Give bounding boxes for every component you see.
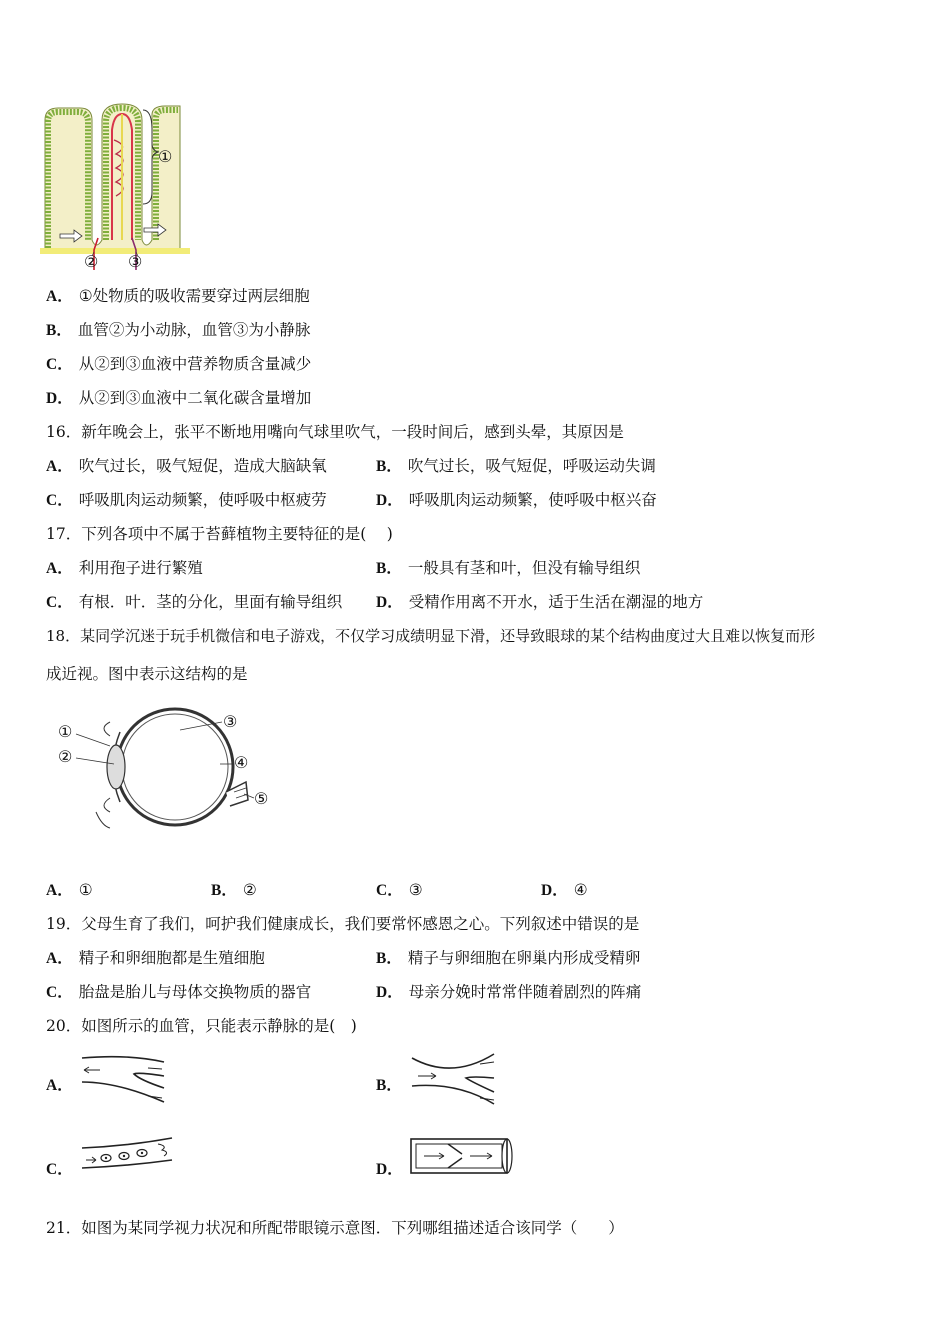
q15-option-a[interactable]: A． ①处物质的吸收需要穿过两层细胞 — [46, 287, 310, 305]
eye-label-5: ⑤ — [254, 789, 269, 808]
vessel-d-figure — [408, 1134, 514, 1178]
q19-option-a[interactable]: A． 精子和卵细胞都是生殖细胞 — [46, 949, 265, 967]
q15-option-c[interactable]: C． 从②到③血液中营养物质含量减少 — [46, 355, 312, 373]
vessel-c-figure — [78, 1134, 178, 1178]
q19-stem: 19．父母生育了我们，呵护我们健康成长，我们要常怀感恩之心。下列叙述中错误的是 — [46, 915, 640, 933]
q16-option-a[interactable]: A． 吹气过长，吸气短促，造成大脑缺氧 — [46, 457, 327, 475]
villus-label-1: ① — [158, 147, 173, 166]
q19-option-b[interactable]: B． 精子与卵细胞在卵巢内形成受精卵 — [376, 949, 641, 967]
q18-stem-line2: 成近视。图中表示这结构的是 — [46, 665, 248, 683]
villus-label-2: ② — [84, 252, 99, 271]
q17-stem: 17．下列各项中不属于苔藓植物主要特征的是( ) — [46, 525, 393, 543]
q17-option-c[interactable]: C． 有根．叶．茎的分化，里面有输导组织 — [46, 593, 343, 611]
q21-stem: 21．如图为某同学视力状况和所配带眼镜示意图．下列哪组描述适合该同学（ ） — [46, 1219, 624, 1237]
q16-option-b[interactable]: B． 吹气过长，吸气短促，呼吸运动失调 — [376, 457, 656, 475]
q16-option-d[interactable]: D． 呼吸肌肉运动频繁，使呼吸中枢兴奋 — [376, 491, 657, 509]
q20-option-b[interactable]: B． — [376, 1077, 402, 1094]
q15-option-d[interactable]: D． 从②到③血液中二氧化碳含量增加 — [46, 389, 312, 407]
q17-option-b[interactable]: B． 一般具有茎和叶，但没有输导组织 — [376, 559, 641, 577]
q15-option-b[interactable]: B． 血管②为小动脉，血管③为小静脉 — [46, 321, 311, 339]
q18-option-c[interactable]: C． ③ — [376, 881, 423, 899]
eye-label-2: ② — [58, 747, 73, 766]
q16-stem: 16．新年晚会上，张平不断地用嘴向气球里吹气，一段时间后，感到头晕，其原因是 — [46, 423, 624, 441]
villus-label-3: ③ — [128, 252, 143, 271]
q16-option-c[interactable]: C． 呼吸肌肉运动频繁，使呼吸中枢疲劳 — [46, 491, 327, 509]
eye-label-3: ③ — [223, 712, 238, 731]
q17-option-d[interactable]: D． 受精作用离不开水，适于生活在潮湿的地方 — [376, 593, 704, 611]
q20-option-a[interactable]: A． — [46, 1077, 73, 1094]
q20-option-c[interactable]: C． — [46, 1161, 73, 1178]
q19-option-c[interactable]: C． 胎盘是胎儿与母体交换物质的器官 — [46, 983, 312, 1001]
eye-label-1: ① — [58, 722, 73, 741]
villus-figure — [40, 100, 190, 272]
q19-option-d[interactable]: D． 母亲分娩时常常伴随着剧烈的阵痛 — [376, 983, 642, 1001]
eye-label-4: ④ — [234, 753, 249, 772]
q18-stem-line1: 18．某同学沉迷于玩手机微信和电子游戏，不仅学习成绩明显下滑，还导致眼球的某个结构曲度过大且难以恢复而形 — [46, 627, 816, 645]
q18-option-a[interactable]: A． ① — [46, 881, 93, 899]
q20-option-d[interactable]: D． — [376, 1161, 403, 1178]
q17-option-a[interactable]: A． 利用孢子进行繁殖 — [46, 559, 203, 577]
vessel-a-figure — [78, 1052, 173, 1110]
q18-option-d[interactable]: D． ④ — [541, 881, 588, 899]
q20-stem: 20．如图所示的血管，只能表示静脉的是( ) — [46, 1017, 357, 1035]
vessel-b-figure — [408, 1050, 503, 1108]
q18-option-b[interactable]: B． ② — [211, 881, 257, 899]
